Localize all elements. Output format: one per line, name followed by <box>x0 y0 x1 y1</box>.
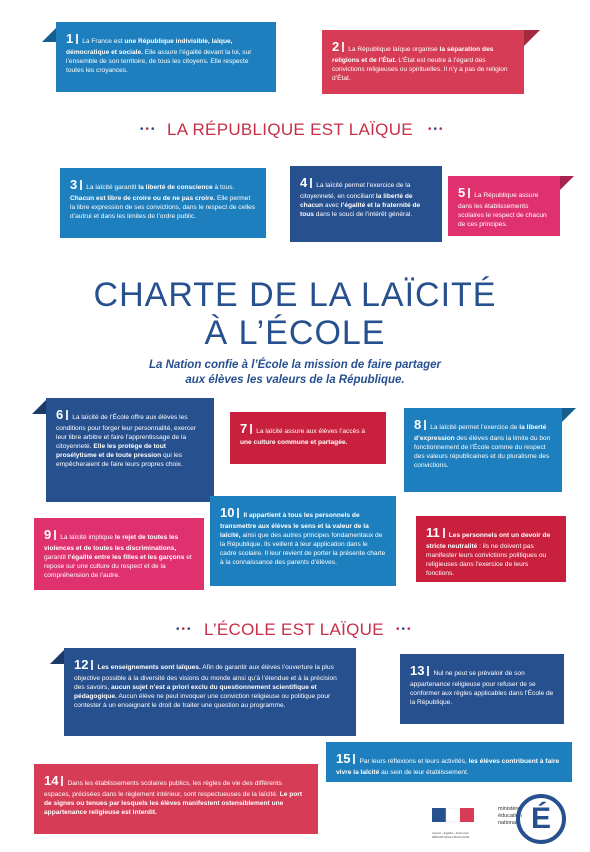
article-text: et repose sur une culture du respect et de la compréhension de l’autre. <box>44 554 192 580</box>
article-text: La laïcité implique <box>60 534 115 541</box>
subtitle-line2: aux élèves les valeurs de la République. <box>185 374 405 386</box>
article-14-card <box>34 764 318 834</box>
article-text: : ils ne doivent pas manifester leurs convictions politiques ou religieuses dans l’exercice de leurs fonctions. <box>426 542 547 578</box>
divider-bar <box>427 666 429 676</box>
article-number: 11 <box>426 525 440 540</box>
article-text: dans le souci de l’intérêt général. <box>313 211 413 219</box>
marianne-logo <box>432 808 482 842</box>
article-number: 9 <box>44 527 52 542</box>
divider-bar <box>91 660 93 670</box>
article-text: La République laïque organise <box>348 46 440 53</box>
article-text: La laïcité permet l’exercice de <box>430 424 520 431</box>
article-bold-text: la séparation des religions et de l’État. <box>332 46 494 64</box>
divider-bar <box>443 528 445 538</box>
article-13-card <box>400 654 564 724</box>
subtitle-line1: La Nation confie à l’École la mission de faire partager <box>148 359 442 371</box>
article-2-card <box>322 30 524 94</box>
article-bold-text: l’égalité entre les filles et les garçons <box>67 554 185 562</box>
divider-bar <box>468 188 470 198</box>
article-11-card <box>416 516 566 582</box>
article-bold-text: le rejet de toutes les violences et de toutes les discriminations, <box>44 534 179 552</box>
article-number: 1 <box>66 31 74 46</box>
article-number: 6 <box>56 407 64 422</box>
section-heading-ecole: L’ÉCOLE EST LAÏQUE <box>204 620 384 639</box>
article-6-card <box>46 398 214 502</box>
article-text: ainsi que des autres principes fondamentaux de la République. Ils veillent à leur application dans le cadre scolaire. Il leur revient de porter la présente charte à la connaissance des parents d’élèves. <box>220 532 386 567</box>
article-text: Dans les établissements scolaires publics, les règles de vie des différents espaces, précisées dans le règlement intérieur, sont respectueuses de la laïcité. <box>44 780 282 798</box>
article-number: 3 <box>70 177 78 192</box>
article-number: 10 <box>220 505 235 520</box>
divider-bar <box>424 420 426 430</box>
article-number: 2 <box>332 39 340 54</box>
ribbon-fold <box>42 28 56 42</box>
article-3-card <box>60 168 266 238</box>
article-text: qui les empêcheraient de faire leurs propres choix. <box>56 452 183 469</box>
article-text: La laïcité garantit <box>86 184 139 191</box>
article-bold-text: Il appartient à tous les personnels de transmettre aux élèves le sens et la valeur de la laïcité, <box>220 512 369 540</box>
article-text: La France est <box>82 38 125 45</box>
ministry-line: nationale <box>498 820 521 826</box>
divider-bar <box>342 42 344 52</box>
article-number: 12 <box>74 657 89 672</box>
article-text: La République assure dans les établissements scolaires le respect de chacun de ces principes. <box>458 192 547 229</box>
marianne-caption: Liberté • Égalité • Fraternité RÉPUBLIQUE FRANÇAISE <box>432 831 470 839</box>
article-8-card <box>404 408 562 492</box>
decor-dots-left: ••• <box>140 124 157 135</box>
article-bold-text: Chacun est libre de croire ou de ne pas croire. <box>70 194 216 202</box>
article-1-card <box>56 22 276 92</box>
article-5-card <box>448 176 560 236</box>
article-text: au sein de leur établissement. <box>379 768 469 776</box>
divider-bar <box>237 508 239 518</box>
article-bold-text: les élèves contribuent à faire vivre la laïcité <box>336 758 560 776</box>
article-bold-text: Elle les protège de tout prosélytisme et de toute pression <box>56 443 166 460</box>
article-text: garantit <box>44 554 68 562</box>
divider-bar <box>310 178 312 188</box>
article-bold-text: la liberté de chacun <box>300 192 413 210</box>
article-number: 7 <box>240 421 248 436</box>
article-bold-text: Les enseignements sont laïques. <box>97 664 201 671</box>
article-number: 8 <box>414 417 422 432</box>
decor-dots-right: ••• <box>428 124 445 135</box>
education-logo <box>516 794 566 844</box>
article-bold-text: aucun sujet n’est a priori exclu du questionnement scientifique et pédagogique. <box>74 684 317 701</box>
section-heading-republique: LA RÉPUBLIQUE EST LAÏQUE <box>167 120 413 139</box>
article-number: 15 <box>336 751 351 766</box>
article-7-card <box>230 412 386 464</box>
page-title-line2: À L’ÉCOLE <box>204 314 386 352</box>
article-bold-text: une République indivisible, laïque, démocratique et sociale. <box>66 38 233 56</box>
article-10-card <box>210 496 396 586</box>
article-text: La laïcité assure aux élèves l’accès à <box>256 428 366 435</box>
decor-dots-left: ••• <box>176 624 193 635</box>
article-number: 4 <box>300 175 308 190</box>
divider-bar <box>76 34 78 44</box>
article-text: Aucun élève ne peut invoquer une conviction religieuse ou politique pour contester à un enseignant le droit de traiter une question au programme. <box>74 693 331 710</box>
article-text: L’État est neutre à l’égard des convictions religieuses ou spirituelles. Il n’y a pas de religion d’État. <box>332 56 508 83</box>
ribbon-fold <box>32 400 46 414</box>
article-number: 5 <box>458 185 466 200</box>
article-15-card <box>326 742 572 782</box>
article-12-card <box>64 648 356 736</box>
ministry-line: ministère <box>498 806 521 812</box>
divider-bar <box>353 754 355 764</box>
article-bold-text: l’égalité et la fraternité de tous <box>300 202 421 219</box>
article-text: Nul ne peut se prévaloir de son appartenance religieuse pour refuser de se conformer aux règles applicables dans l’École de la République. <box>410 670 554 707</box>
article-text: Elle permet la libre expression de ses convictions, dans le respect de celles d’autrui et dans les limites de l’ordre public. <box>70 194 256 221</box>
page-title-line1: CHARTE DE LA LAÏCITÉ <box>93 276 497 314</box>
article-number: 14 <box>44 773 59 788</box>
ribbon-fold <box>524 30 540 46</box>
divider-bar <box>80 180 82 190</box>
article-number: 13 <box>410 663 425 678</box>
article-text: à tous. <box>212 184 235 191</box>
ribbon-fold <box>562 408 576 422</box>
divider-bar <box>61 776 63 786</box>
article-text: Elle assure l’égalité devant la loi, sur l’ensemble de son territoire, de tous les citoyens. Elle respecte toutes les croyances. <box>66 48 252 75</box>
article-bold-text: Le port de signes ou tenues par lesquels les élèves manifestent ostensiblement une appartenance religieuse est interdit. <box>44 790 303 817</box>
ribbon-fold <box>50 650 64 664</box>
article-9-card <box>34 518 204 590</box>
ministry-line: éducation <box>498 813 522 819</box>
article-text: des élèves dans la limite du bon fonctionnement de l’École comme du respect des valeurs républicaines et du pluralisme des convictions. <box>414 434 551 470</box>
article-bold-text: Les personnels ont un devoir de stricte neutralité <box>426 532 551 550</box>
divider-bar <box>66 410 68 420</box>
divider-bar <box>54 530 56 540</box>
article-4-card <box>290 166 442 242</box>
article-bold-text: une culture commune et partagée. <box>240 438 348 446</box>
article-bold-text: la liberté de conscience <box>138 184 213 191</box>
article-text: Par leurs réflexions et leurs activités, <box>359 758 469 765</box>
ribbon-fold <box>560 176 574 190</box>
divider-bar <box>250 424 252 434</box>
article-text: Afin de garantir aux élèves l’ouverture la plus objective possible à la diversité des visions du monde ainsi qu’à l’étendue et à la précision des savoirs, <box>74 664 337 692</box>
logo-letter: É <box>530 802 551 835</box>
article-text: avec <box>323 202 341 210</box>
article-bold-text: la liberté d’expression <box>414 424 547 442</box>
article-text: La laïcité de l’École offre aux élèves les conditions pour forger leur personnalité, exercer leur libre arbitre et faire l’apprentissage de la citoyenneté. <box>56 414 197 451</box>
flag-icon <box>432 808 482 826</box>
article-text: La laïcité permet l’exercice de la citoyenneté, en conciliant <box>300 182 411 200</box>
decor-dots-right: ••• <box>396 624 413 635</box>
